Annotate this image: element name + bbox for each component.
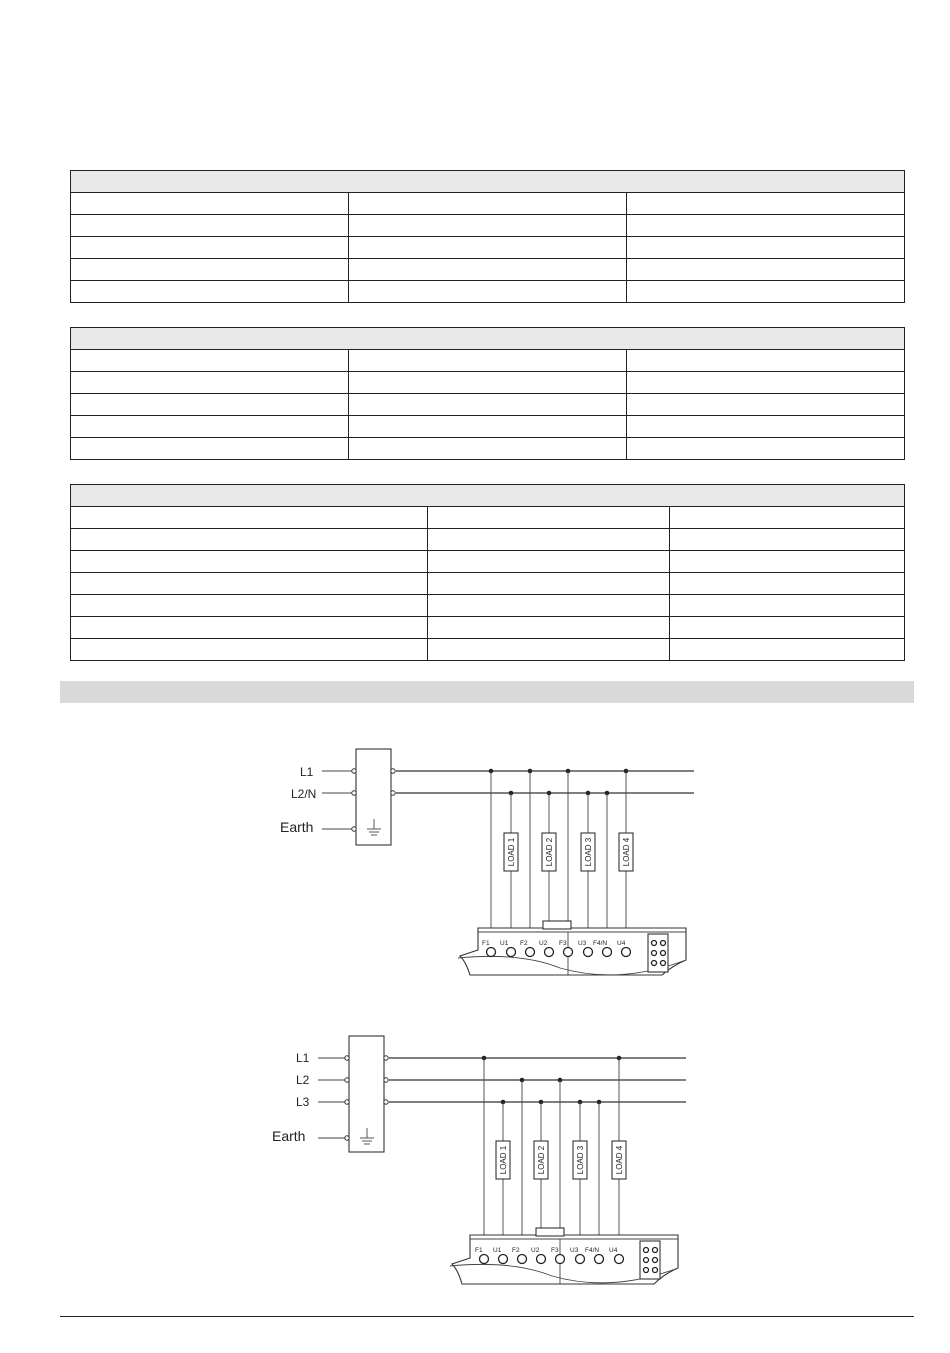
terminal-label: F3 — [559, 940, 567, 947]
load-1 — [496, 1141, 510, 1179]
load-4 — [619, 833, 633, 871]
load-1 — [504, 833, 518, 871]
terminal-label: F4/N — [593, 940, 608, 947]
terminal-label: F2 — [520, 940, 528, 947]
terminal-label: F4/N — [585, 1247, 600, 1254]
svg-text:LOAD 2: LOAD 2 — [537, 1145, 546, 1175]
footer-divider — [60, 1316, 914, 1317]
terminal-label: F3 — [551, 1247, 559, 1254]
svg-text:LOAD 3: LOAD 3 — [584, 837, 593, 867]
filter-box — [349, 1036, 384, 1152]
svg-text:LOAD 1: LOAD 1 — [499, 1145, 508, 1175]
terminal-label: F1 — [475, 1247, 483, 1254]
terminal-label: U4 — [609, 1247, 618, 1254]
terminal-label: U4 — [617, 940, 626, 947]
earth-label: Earth — [272, 1128, 306, 1144]
line-label-l2n: L2/N — [291, 787, 317, 801]
svg-text:LOAD 3: LOAD 3 — [576, 1145, 585, 1175]
svg-text:LOAD 4: LOAD 4 — [622, 837, 631, 867]
svg-text:LOAD 1: LOAD 1 — [507, 837, 516, 867]
terminal-label: U1 — [493, 1247, 502, 1254]
load-2 — [542, 833, 556, 871]
load-2 — [534, 1141, 548, 1179]
wiring-diagram-three-phase — [272, 1036, 686, 1284]
load-3 — [581, 833, 595, 871]
terminal-label: F2 — [512, 1247, 520, 1254]
terminal-label: U3 — [578, 940, 587, 947]
wiring-diagram-single-phase — [280, 749, 694, 975]
line-label-l1: L1 — [296, 1051, 310, 1065]
terminal-label: U3 — [570, 1247, 579, 1254]
load-4 — [612, 1141, 626, 1179]
terminal-label: U1 — [500, 940, 509, 947]
terminal-label: U2 — [539, 940, 548, 947]
svg-text:LOAD 2: LOAD 2 — [545, 837, 554, 867]
filter-box — [356, 749, 391, 845]
earth-label: Earth — [280, 819, 314, 835]
terminal-label: F1 — [482, 940, 490, 947]
load-3 — [573, 1141, 587, 1179]
terminal-label: U2 — [531, 1247, 540, 1254]
line-label-l3: L3 — [296, 1095, 310, 1109]
svg-text:LOAD 4: LOAD 4 — [615, 1145, 624, 1175]
line-label-l2: L2 — [296, 1073, 310, 1087]
line-label-l1: L1 — [300, 765, 314, 779]
